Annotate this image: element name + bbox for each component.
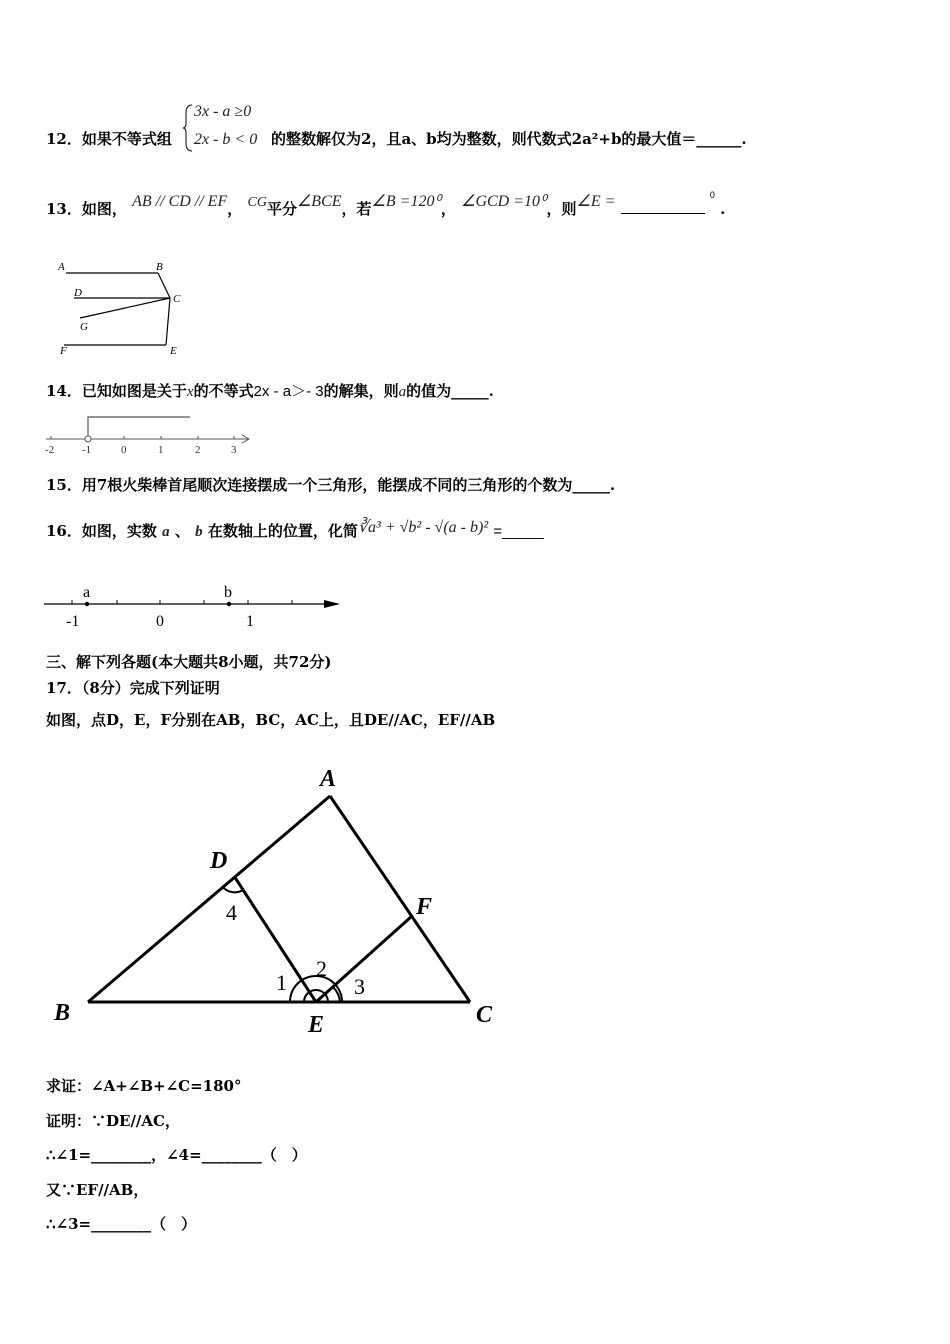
q16-m3: ∛a³ + √b² - √(a - b)² [357, 519, 489, 536]
q13-m5: ∠GCD =10⁰ [461, 193, 547, 210]
fig17-vertex-b: B [54, 1000, 71, 1026]
figure-16 [42, 582, 352, 632]
q13-m2: CG [247, 195, 267, 210]
q16-number: 16． [46, 522, 82, 540]
q13-m3: ∠BCE [296, 193, 342, 210]
fig13-label-d: D [74, 287, 82, 299]
fig17-vertex-c: C [476, 1002, 493, 1028]
proof-goal: 求证：∠A+∠B+∠C=180° [46, 1077, 242, 1095]
proof-step-4: ∴∠3=________（ ） [46, 1215, 197, 1233]
q14-t1: 已知如图是关于 [81, 382, 187, 400]
question-16 [46, 520, 544, 541]
figure-14 [44, 412, 254, 456]
fig13-label-b: B [156, 261, 163, 273]
q14-t2: 的不等式 [193, 382, 254, 400]
fig13-label-f: F [60, 345, 67, 357]
question-17-title: 17．（8分）完成下列证明 [46, 679, 220, 697]
fig13-label-a: A [58, 261, 65, 273]
q16-m1: a [162, 524, 170, 540]
q12-system-brace [182, 103, 194, 153]
q12-system-line1: 3x - a ≥0 [194, 103, 252, 120]
fig14-tick-0: 0 [121, 444, 127, 456]
fig16-label-1: 1 [246, 613, 254, 630]
fig14-tick-1: 1 [158, 444, 164, 456]
fig14-tick-2: 2 [195, 444, 201, 456]
q14-m1: x [186, 384, 194, 400]
question-12 [46, 128, 172, 149]
question-15: 15．用7根火柴棒首尾顺次连接摆成一个三角形，能摆成不同的三角形的个数为_____. [46, 476, 616, 494]
q13-m4: ∠B =120⁰ [371, 193, 441, 210]
fig17-vertex-e: E [308, 1012, 325, 1038]
q13-t1: 如图， [81, 200, 127, 218]
q16-m2: b [195, 524, 203, 540]
q13-end: . [720, 200, 726, 218]
question-13 [46, 190, 726, 219]
fig16-label-0: 0 [156, 613, 164, 630]
fig17-angle-1: 1 [276, 970, 287, 995]
q13-t3: 平分 [266, 200, 297, 218]
fig17-vertex-d: D [210, 848, 228, 874]
q13-m6: ∠E = [576, 193, 616, 210]
q14-m2: 2x - a＞- 3 [253, 383, 324, 400]
fig13-label-e: E [170, 345, 177, 357]
q13-degree-sup: 0 [709, 190, 715, 200]
fig17-angle-2: 2 [316, 956, 327, 981]
fig17-angle-3: 3 [354, 974, 365, 999]
q12-prefix: 如果不等式组 [81, 130, 172, 148]
proof-step-3: 又∵EF//AB， [46, 1181, 149, 1199]
q14-t4: 的值为_____. [406, 382, 494, 400]
fig17-angle-4: 4 [226, 900, 237, 925]
q13-t6: ，则 [546, 200, 577, 218]
fig16-point-a: a [83, 584, 91, 601]
q13-number: 13． [46, 200, 82, 218]
q16-t3: 在数轴上的位置，化简 [207, 522, 358, 540]
fig17-vertex-a: A [320, 766, 337, 792]
figure-17 [46, 762, 516, 1042]
section-3-heading: 三、解下列各题(本大题共8小题，共72分) [46, 653, 332, 671]
question-17-given: 如图，点D，E，F分别在AB，BC，AC上，且DE//AC，EF//AB [46, 711, 496, 729]
proof-step-1: 证明：∵DE//AC， [46, 1112, 180, 1130]
q13-answer-blank [621, 199, 705, 214]
q12-suffix: 的整数解仅为2，且a、b均为整数，则代数式2a²+b的最大值＝______. [271, 130, 747, 148]
fig16-point-b: b [224, 584, 232, 601]
q16-t4: =_____ [493, 523, 544, 540]
q14-m3: a [398, 384, 407, 400]
proof-step-2: ∴∠1=________，∠4=________（ ） [46, 1146, 307, 1164]
q16-t2: 、 [174, 522, 190, 540]
q14-number: 14． [46, 382, 82, 400]
q16-t1: 如图，实数 [81, 522, 157, 540]
question-14 [46, 380, 494, 401]
q12-number: 12． [46, 130, 82, 148]
figure-13 [50, 258, 200, 358]
q12-system-line2: 2x - b < 0 [194, 131, 258, 148]
fig14-tick-3: 3 [231, 444, 237, 456]
q14-t3: 的解集，则 [323, 382, 399, 400]
q13-t5: ， [440, 200, 456, 218]
fig16-label--1: -1 [66, 613, 80, 630]
fig17-vertex-f: F [416, 894, 433, 920]
q13-m1: AB // CD // EF [132, 193, 228, 210]
fig13-label-g: G [80, 321, 88, 333]
fig14-tick--2: -2 [45, 444, 55, 456]
fig13-label-c: C [173, 293, 181, 305]
q13-t2: ， [227, 200, 243, 218]
q13-t4: ，若 [341, 200, 372, 218]
fig14-tick--1: -1 [82, 444, 92, 456]
